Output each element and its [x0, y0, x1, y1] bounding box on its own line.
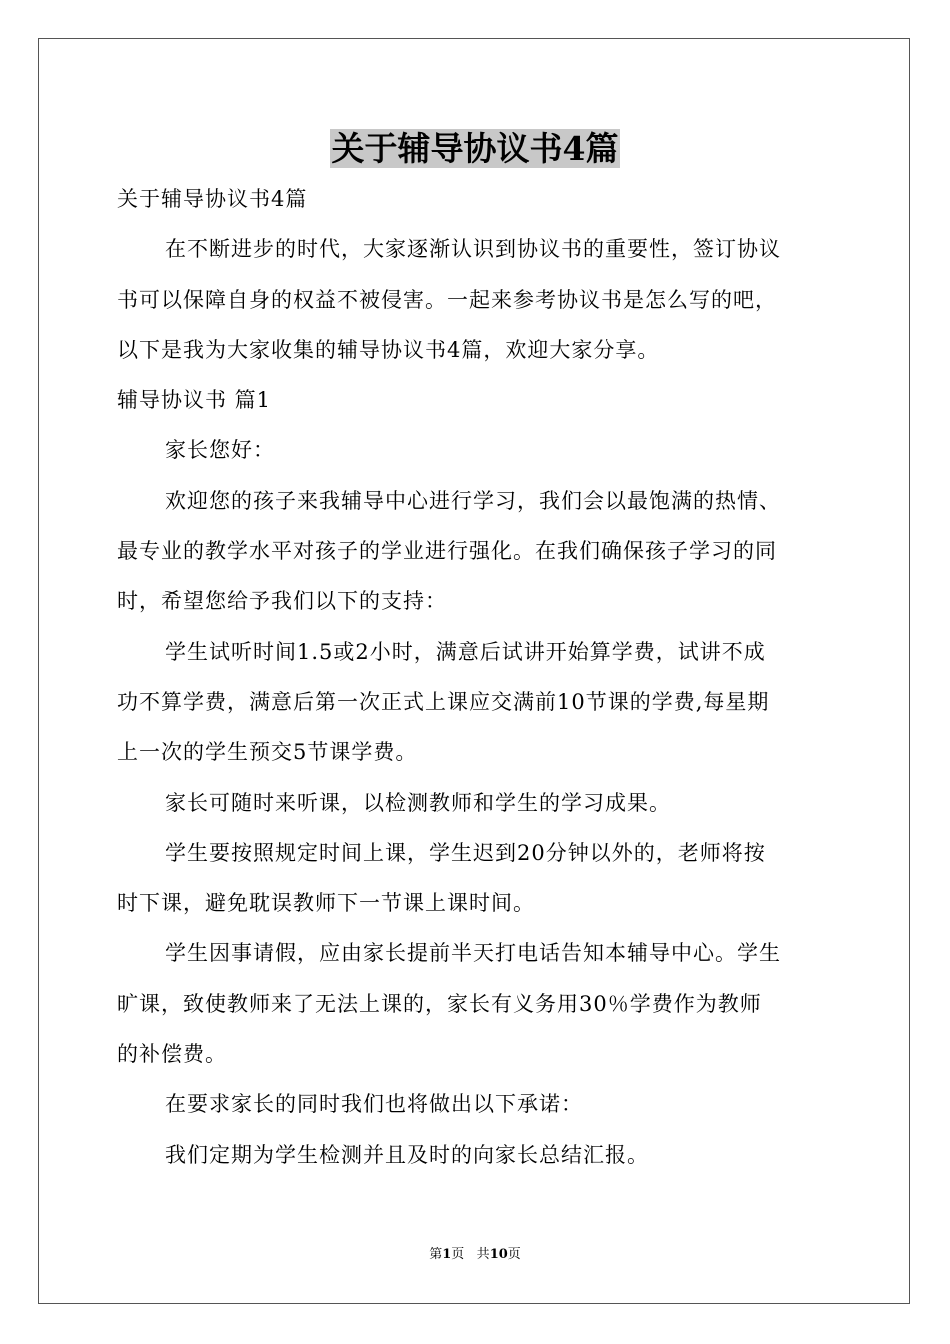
text-line: 功不算学费，满意后第一次正式上课应交满前10节课的学费,每星期	[117, 689, 770, 714]
text-line: 学生因事请假，应由家长提前半天打电话告知本辅导中心。学生	[165, 941, 781, 966]
text-line: 关于辅导协议书4篇	[117, 187, 308, 211]
footer-page-prefix: 第	[429, 1247, 443, 1262]
text-line: 以下是我为大家收集的辅导协议书4篇，欢迎大家分享。	[117, 337, 660, 362]
footer-page-total: 10	[489, 1247, 508, 1262]
text-line: 辅导协议书 篇1	[117, 388, 272, 413]
text-line: 最专业的教学水平对孩子的学业进行强化。在我们确保孩子学习的同	[117, 539, 777, 564]
footer-total-unit: 页	[507, 1247, 521, 1262]
footer-total-prefix: 共	[476, 1247, 490, 1262]
footer-page-current: 1	[442, 1247, 452, 1262]
text-line: 我们定期为学生检测并且及时的向家长总结汇报。	[165, 1142, 649, 1167]
text-line: 学生试听时间1.5或2小时，满意后试讲开始算学费，试讲不成	[165, 639, 766, 664]
document-body	[117, 174, 835, 1180]
page-footer	[0, 1245, 950, 1265]
text-line: 家长您好：	[165, 438, 275, 463]
text-line: 时，希望您给予我们以下的支持：	[117, 589, 447, 614]
text-line: 学生要按照规定时间上课，学生迟到20分钟以外的，老师将按	[165, 840, 766, 865]
text-line: 在要求家长的同时我们也将做出以下承诺：	[165, 1092, 583, 1117]
text-line: 旷课，致使教师来了无法上课的，家长有义务用30％学费作为教师	[117, 991, 762, 1016]
text-line: 书可以保障自身的权益不被侵害。一起来参考协议书是怎么写的吧，	[117, 287, 777, 312]
text-line: 的补偿费。	[117, 1042, 227, 1067]
footer-page-unit: 页	[451, 1247, 465, 1262]
document-title: 关于辅导协议书4篇	[331, 129, 619, 168]
text-line: 时下课，避免耽误教师下一节课上课时间。	[117, 891, 535, 916]
text-line: 欢迎您的孩子来我辅导中心进行学习，我们会以最饱满的热情、	[165, 488, 781, 513]
text-line: 家长可随时来听课，以检测教师和学生的学习成果。	[165, 790, 671, 815]
text-line: 上一次的学生预交5节课学费。	[117, 740, 418, 765]
text-line: 在不断进步的时代，大家逐渐认识到协议书的重要性，签订协议	[165, 237, 781, 262]
